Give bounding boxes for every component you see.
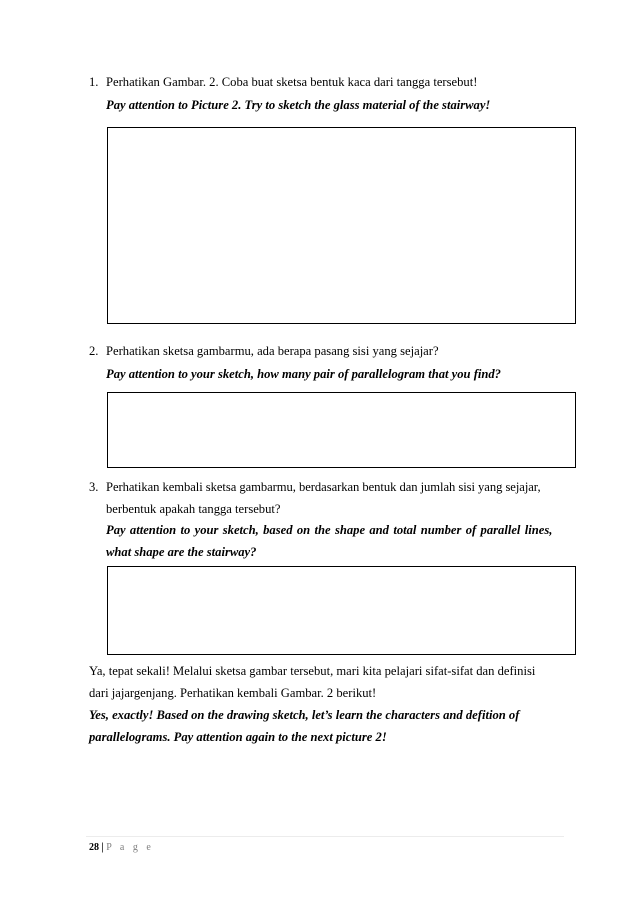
item-3-question-id-line1: Perhatikan kembali sketsa gambarmu, berdasarkan bentuk dan jumlah sisi yang sejajar, [106, 480, 541, 494]
footer-separator: | [101, 842, 104, 853]
page-footer [89, 842, 154, 854]
item-3-number: 3. [89, 480, 99, 494]
page-word: P a g e [106, 842, 154, 853]
footer-divider [86, 836, 564, 837]
item-2-question-id: Perhatikan sketsa gambarmu, ada berapa pasang sisi yang sejajar? [106, 344, 439, 358]
item-2-question-en: Pay attention to your sketch, how many pair of parallelogram that you find? [106, 367, 501, 381]
item-1-answer-box[interactable] [107, 127, 576, 324]
closing-id-line1: Ya, tepat sekali! Melalui sketsa gambar tersebut, mari kita pelajari sifat-sifat dan definisi [89, 664, 536, 678]
item-3-question-en-line1: Pay attention to your sketch, based on the shape and total number of parallel lines, [106, 523, 553, 537]
item-2-answer-box[interactable] [107, 392, 576, 468]
item-1-question-en: Pay attention to Picture 2. Try to sketch the glass material of the stairway! [106, 98, 491, 112]
item-1-number: 1. [89, 75, 99, 89]
item-3-answer-box[interactable] [107, 566, 576, 655]
item-2-number: 2. [89, 344, 99, 358]
item-3-question-id-line2: berbentuk apakah tangga tersebut? [106, 502, 281, 516]
closing-en-line1: Yes, exactly! Based on the drawing sketch, let’s learn the characters and defition of [89, 708, 520, 722]
item-3-question-en-line2: what shape are the stairway? [106, 545, 257, 559]
closing-id-line2: dari jajargenjang. Perhatikan kembali Gambar. 2 berikut! [89, 686, 377, 700]
page-number: 28 [89, 842, 99, 853]
closing-en-line2: parallelograms. Pay attention again to the next picture 2! [89, 730, 387, 744]
item-1-question-id: Perhatikan Gambar. 2. Coba buat sketsa bentuk kaca dari tangga tersebut! [106, 75, 478, 89]
